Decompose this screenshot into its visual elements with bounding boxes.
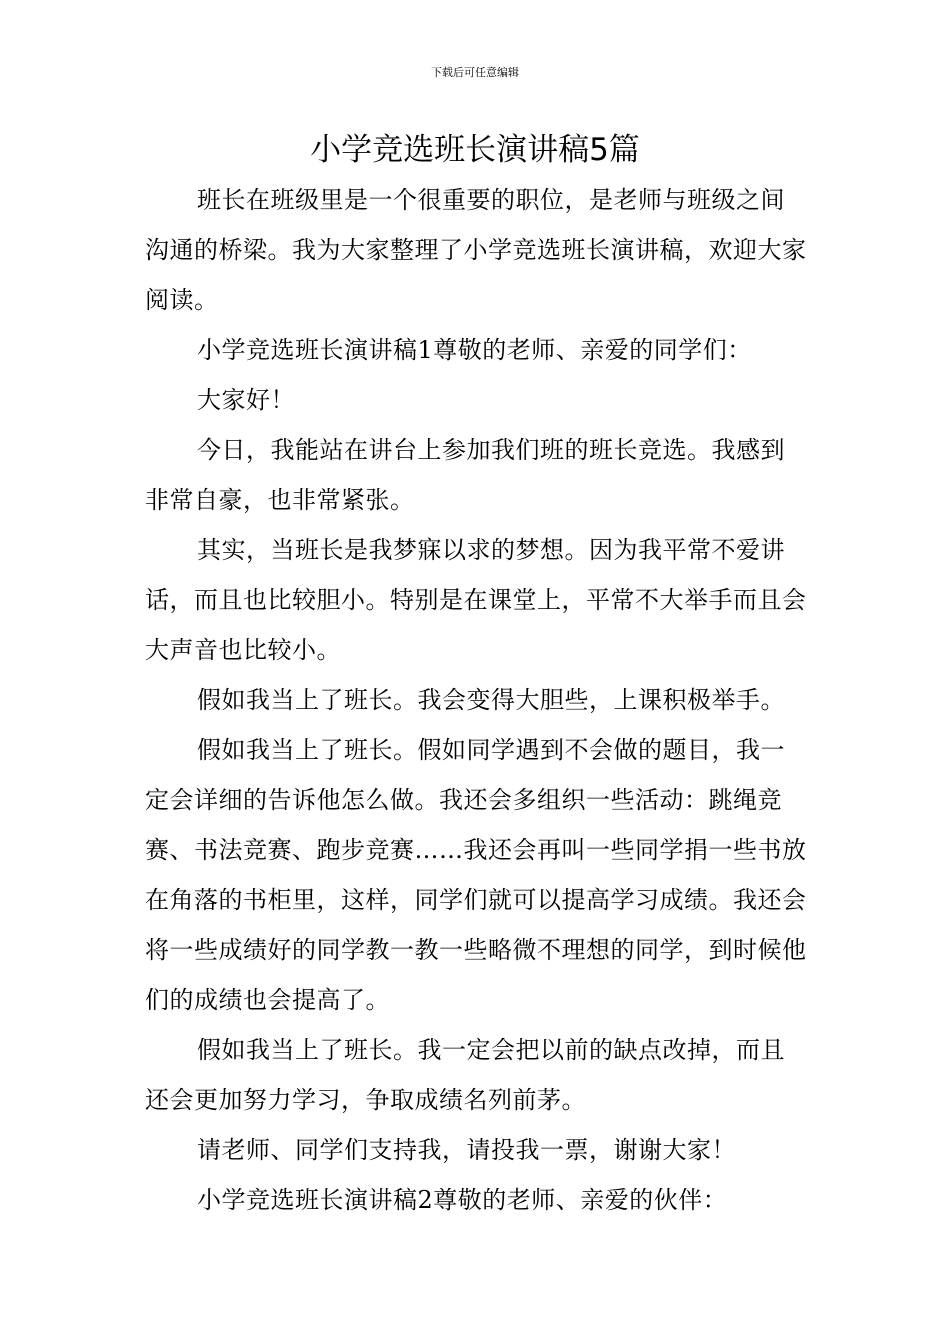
document-title: 小学竞选班长演讲稿5篇 xyxy=(310,132,640,168)
page-header-note: 下载后可任意编辑 xyxy=(431,66,519,79)
paragraph-intro: 班长在班级里是一个很重要的职位，是老师与班级之间沟通的桥梁。我为大家整理了小学竞选班长演讲稿，欢迎大家阅读。 xyxy=(145,186,807,314)
paragraph: 今日，我能站在讲台上参加我们班的班长竞选。我感到非常自豪，也非常紧张。 xyxy=(145,436,785,514)
paragraph: 假如我当上了班长。我一定会把以前的缺点改掉，而且还会更加努力学习，争取成绩名列前茅。 xyxy=(145,1036,785,1114)
paragraph-speech-2-heading: 小学竞选班长演讲稿2尊敬的老师、亲爱的伙伴： xyxy=(197,1186,728,1214)
paragraph-closing: 请老师、同学们支持我，请投我一票，谢谢大家！ xyxy=(197,1136,736,1164)
paragraph: 假如我当上了班长。我会变得大胆些，上课积极举手。 xyxy=(197,686,785,714)
paragraph-greeting: 大家好！ xyxy=(197,386,295,414)
document-body xyxy=(145,175,807,1225)
paragraph: 其实，当班长是我梦寐以求的梦想。因为我平常不爱讲话，而且也比较胆小。特别是在课堂上，平常不大举手而且会大声音也比较小。 xyxy=(145,536,807,664)
paragraph: 假如我当上了班长。假如同学遇到不会做的题目，我一定会详细的告诉他怎么做。我还会多组织一些活动：跳绳竞赛、书法竞赛、跑步竞赛……我还会再叫一些同学捐一些书放在角落的书柜里，这样，同学们就可以提高学习成绩。我还会将一些成绩好的同学教一教一些略微不理想的同学，到时候他们的成绩也会提高了。 xyxy=(145,736,807,1014)
paragraph-speech-1-heading: 小学竞选班长演讲稿1尊敬的老师、亲爱的同学们： xyxy=(197,336,752,364)
